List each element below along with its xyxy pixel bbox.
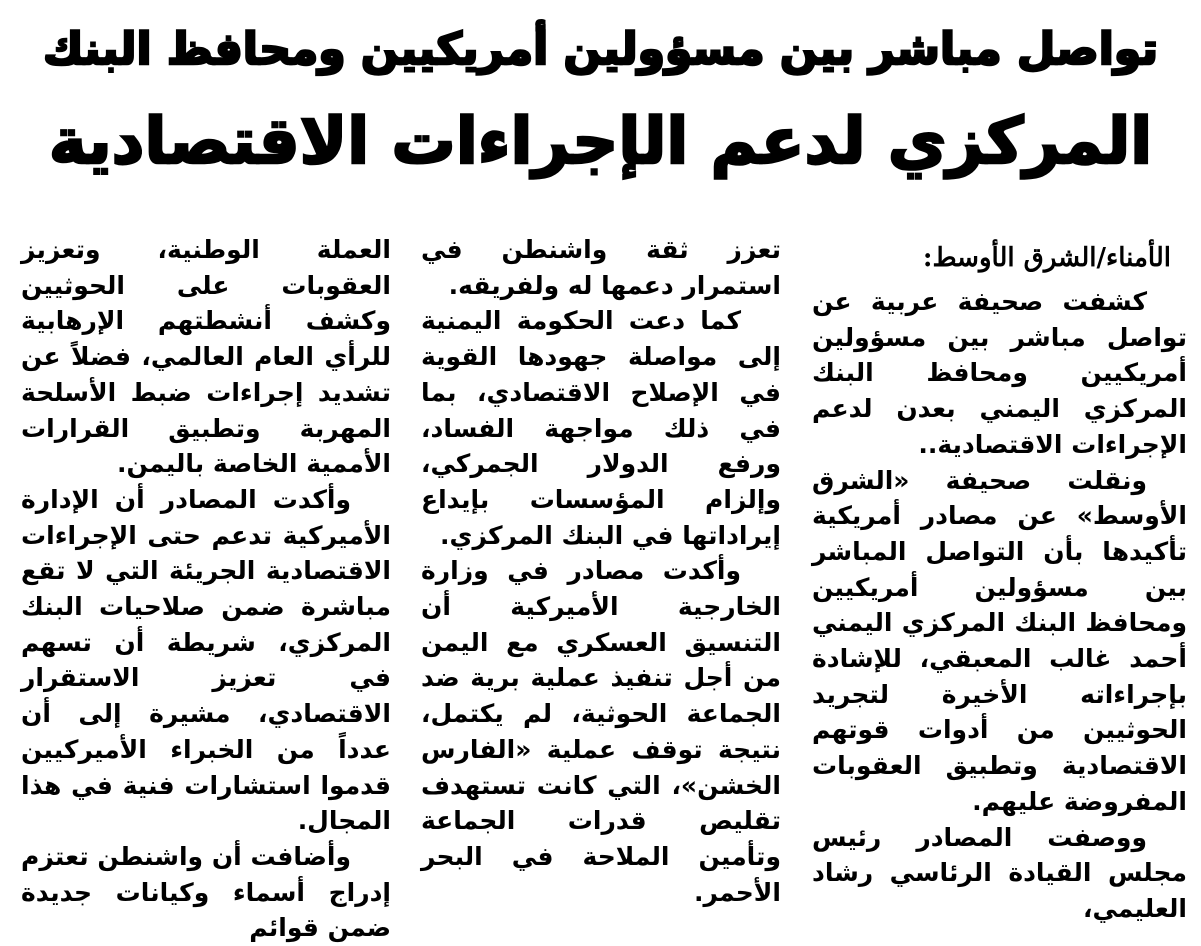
headline	[30, 4, 1171, 188]
paragraph: وأكدت مصادر في وزارة الخارجية الأميركية أن التنسيق العسكري مع اليمن من أجل تنفيذ عملية برية ضد الجماعة الحوثية، لم يكتمل، نتيجة توقف عملية «الفارس الخشن»، التي كانت تستهدف تقليص قدرات الجماعة وتأمين الملاحة في البحر الأحمر.	[421, 556, 781, 907]
article-column-1	[812, 232, 1187, 923]
article-column-2	[421, 232, 781, 907]
paragraph: كما دعت الحكومة اليمنية إلى مواصلة جهودها القوية في الإصلاح الاقتصادي، بما في ذلك مواجهة الفساد، ورفع الدولار الجمركي، وإلزام المؤسسات بإيداع إيراداتها في البنك المركزي.	[421, 306, 781, 550]
headline-line-1: تواصل مباشر بين مسؤولين أمريكيين ومحافظ البنك	[43, 24, 1158, 75]
paragraph: العملة الوطنية، وتعزيز العقوبات على الحوثيين وكشف أنشطتهم الإرهابية للرأي العام العالمي، فضلاً عن تشديد إجراءات ضبط الأسلحة المهربة وتطبيق القرارات الأممية الخاصة باليمن.	[21, 235, 391, 479]
article-column-3	[21, 232, 391, 943]
paragraph: ونقلت صحيفة «الشرق الأوسط» عن مصادر أمريكية تأكيدها بأن التواصل المباشر بين مسؤولين أمريكيين ومحافظ البنك المركزي اليمني أحمد غالب المعبقي، للإشادة بإجراءاته الأخيرة لتجريد الحوثيين من أدوات قوتهم الاقتصادية وتطبيق العقوبات المفروضة عليهم.	[812, 465, 1187, 816]
paragraph: ووصفت المصادر رئيس مجلس القيادة الرئاسي رشاد العليمي،	[812, 822, 1187, 923]
paragraph: تعزز ثقة واشنطن في استمرار دعمها له ولفريقه.	[421, 235, 781, 300]
paragraph: كشفت صحيفة عربية عن تواصل مباشر بين مسؤولين أمريكيين ومحافظ البنك المركزي اليمني بعدن لدعم الإجراءات الاقتصادية..	[812, 287, 1187, 459]
paragraph: وأضافت أن واشنطن تعتزم إدراج أسماء وكيانات جديدة ضمن قوائم	[21, 841, 391, 943]
headline-line-2: المركزي لدعم الإجراءات الاقتصادية	[48, 105, 1153, 179]
byline: الأمناء/الشرق الأوسط:	[922, 243, 1171, 273]
paragraph: وأكدت المصادر أن الإدارة الأميركية تدعم حتى الإجراءات الاقتصادية الجريئة التي لا تقع مباشرة ضمن صلاحيات البنك المركزي، شريطة أن تسهم في تعزيز الاستقرار الاقتصادي، مشيرة إلى أن عدداً من الخبراء الأميركيين قدموا استشارات فنية في هذا المجال.	[21, 484, 391, 836]
